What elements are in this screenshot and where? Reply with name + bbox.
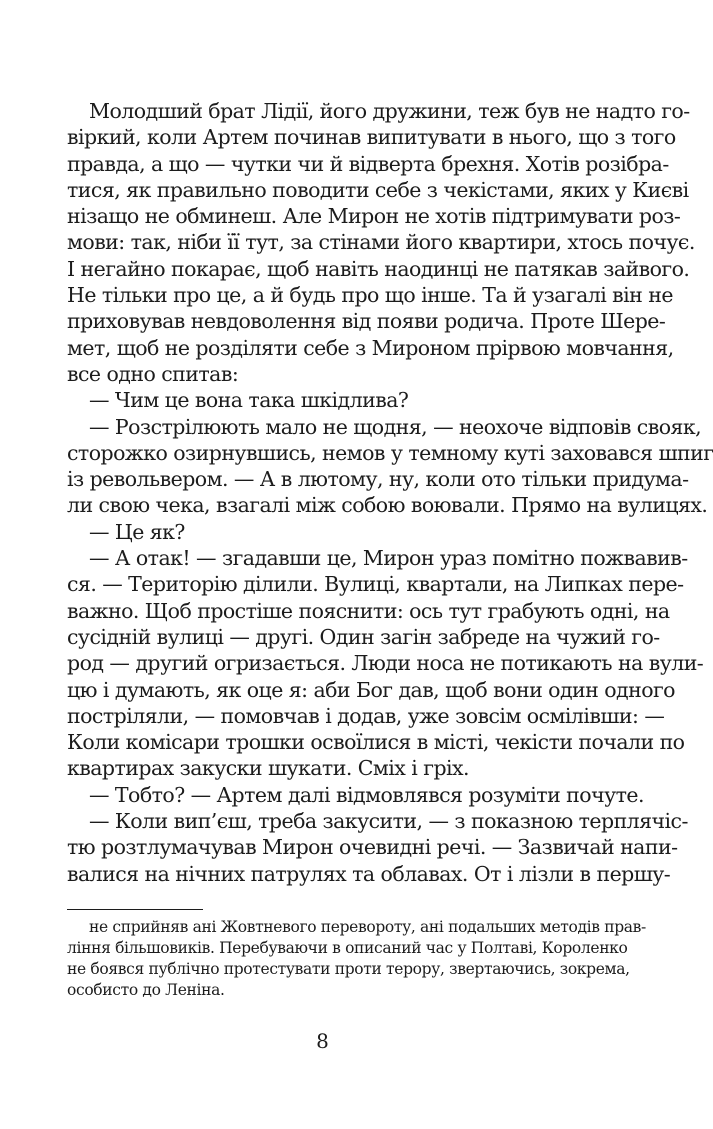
footnote-line: не сприйняв ані Жовтневого перевороту, ані подальших методів прав- [89, 918, 646, 936]
body-line: мет, щоб не розділяти себе з Мироном прірвою мовчання, [67, 335, 674, 360]
body-line: віркий, коли Артем починав випитувати в нього, що з того [67, 125, 676, 150]
body-line: ли свою чека, взагалі між собою воювали. Прямо на вулицях. [67, 493, 708, 518]
body-line: — Чим це вона така шкідлива? [89, 388, 409, 413]
body-line: І негайно покарає, щоб навіть наодинці не патякав зайвого. [67, 256, 690, 281]
body-line: правда, а що — чутки чи й відверта брехня. Хотів розібра- [67, 151, 669, 176]
body-line: приховував невдоволення від появи родича. Проте Шере- [67, 309, 666, 334]
body-line: квартирах закуски шукати. Сміх і гріх. [67, 756, 470, 781]
body-line: важно. Щоб простіше пояснити: ось тут грабують одні, на [67, 598, 670, 623]
body-line: — А отак! — згадавши це, Мирон ураз помітно пожвавив- [89, 546, 688, 571]
body-line: Коли комісари трошки освоїлися в місті, чекісти почали по [67, 730, 685, 755]
body-line: мови: так, ніби її тут, за стінами його квартири, хтось почує. [67, 230, 695, 255]
footnote-divider [67, 909, 203, 910]
body-line: тю розтлумачував Мирон очевидні речі. — Зазвичай напи- [67, 835, 678, 860]
body-line: сусідній вулиці — другі. Один загін забреде на чужий го- [67, 624, 660, 649]
footnote-line: ління більшовиків. Перебуваючи в описаний час у Полтаві, Короленко [67, 939, 628, 957]
body-line: валися на нічних патрулях та облавах. От і лізли в першу- [67, 861, 671, 886]
body-line: — Це як? [89, 519, 185, 544]
footnote [67, 917, 646, 1001]
body-line: род — другий огризається. Люди носа не потикають на вули- [67, 651, 704, 676]
body-line: Молодший брат Лідії, його дружини, теж був не надто го- [89, 99, 690, 123]
body-line: тися, як правильно поводити себе з чекістами, яких у Києві [67, 177, 689, 202]
footnote-line: особисто до Леніна. [67, 981, 225, 999]
body-line: із револьвером. — А в лютому, ну, коли ото тільки придума- [67, 467, 689, 492]
body-line: постріляли, — помовчав і додав, уже зовсім осмілівши: — [67, 703, 665, 728]
body-line: ся. — Територію ділили. Вулиці, квартали, на Липках пере- [67, 572, 684, 597]
body-line: сторожко озирнувшись, немов у темному куті заховався шпиг [67, 440, 713, 465]
body-line: цю і думають, як оце я: аби Бог дав, щоб вони один одного [67, 677, 675, 702]
body-line: Не тільки про це, а й будь про що інше. Та й узагалі він не [67, 283, 673, 308]
body-line: — Коли вип’єш, треба закусити, — з показною терплячіс- [89, 809, 688, 834]
body-line: все одно спитав: [67, 361, 239, 386]
body-line: — Тобто? — Артем далі відмовлявся розуміти почуте. [89, 782, 644, 807]
body-text [67, 98, 713, 887]
footnote-line: не боявся публічно протестувати проти терору, звертаючись, зокрема, [67, 960, 630, 978]
page-number: 8 [316, 1029, 329, 1053]
body-line: — Розстрілюють мало не щодня, — неохоче відповів свояк, [89, 414, 702, 439]
body-line: нізащо не обминеш. Але Мирон не хотів підтримувати роз- [67, 204, 681, 229]
